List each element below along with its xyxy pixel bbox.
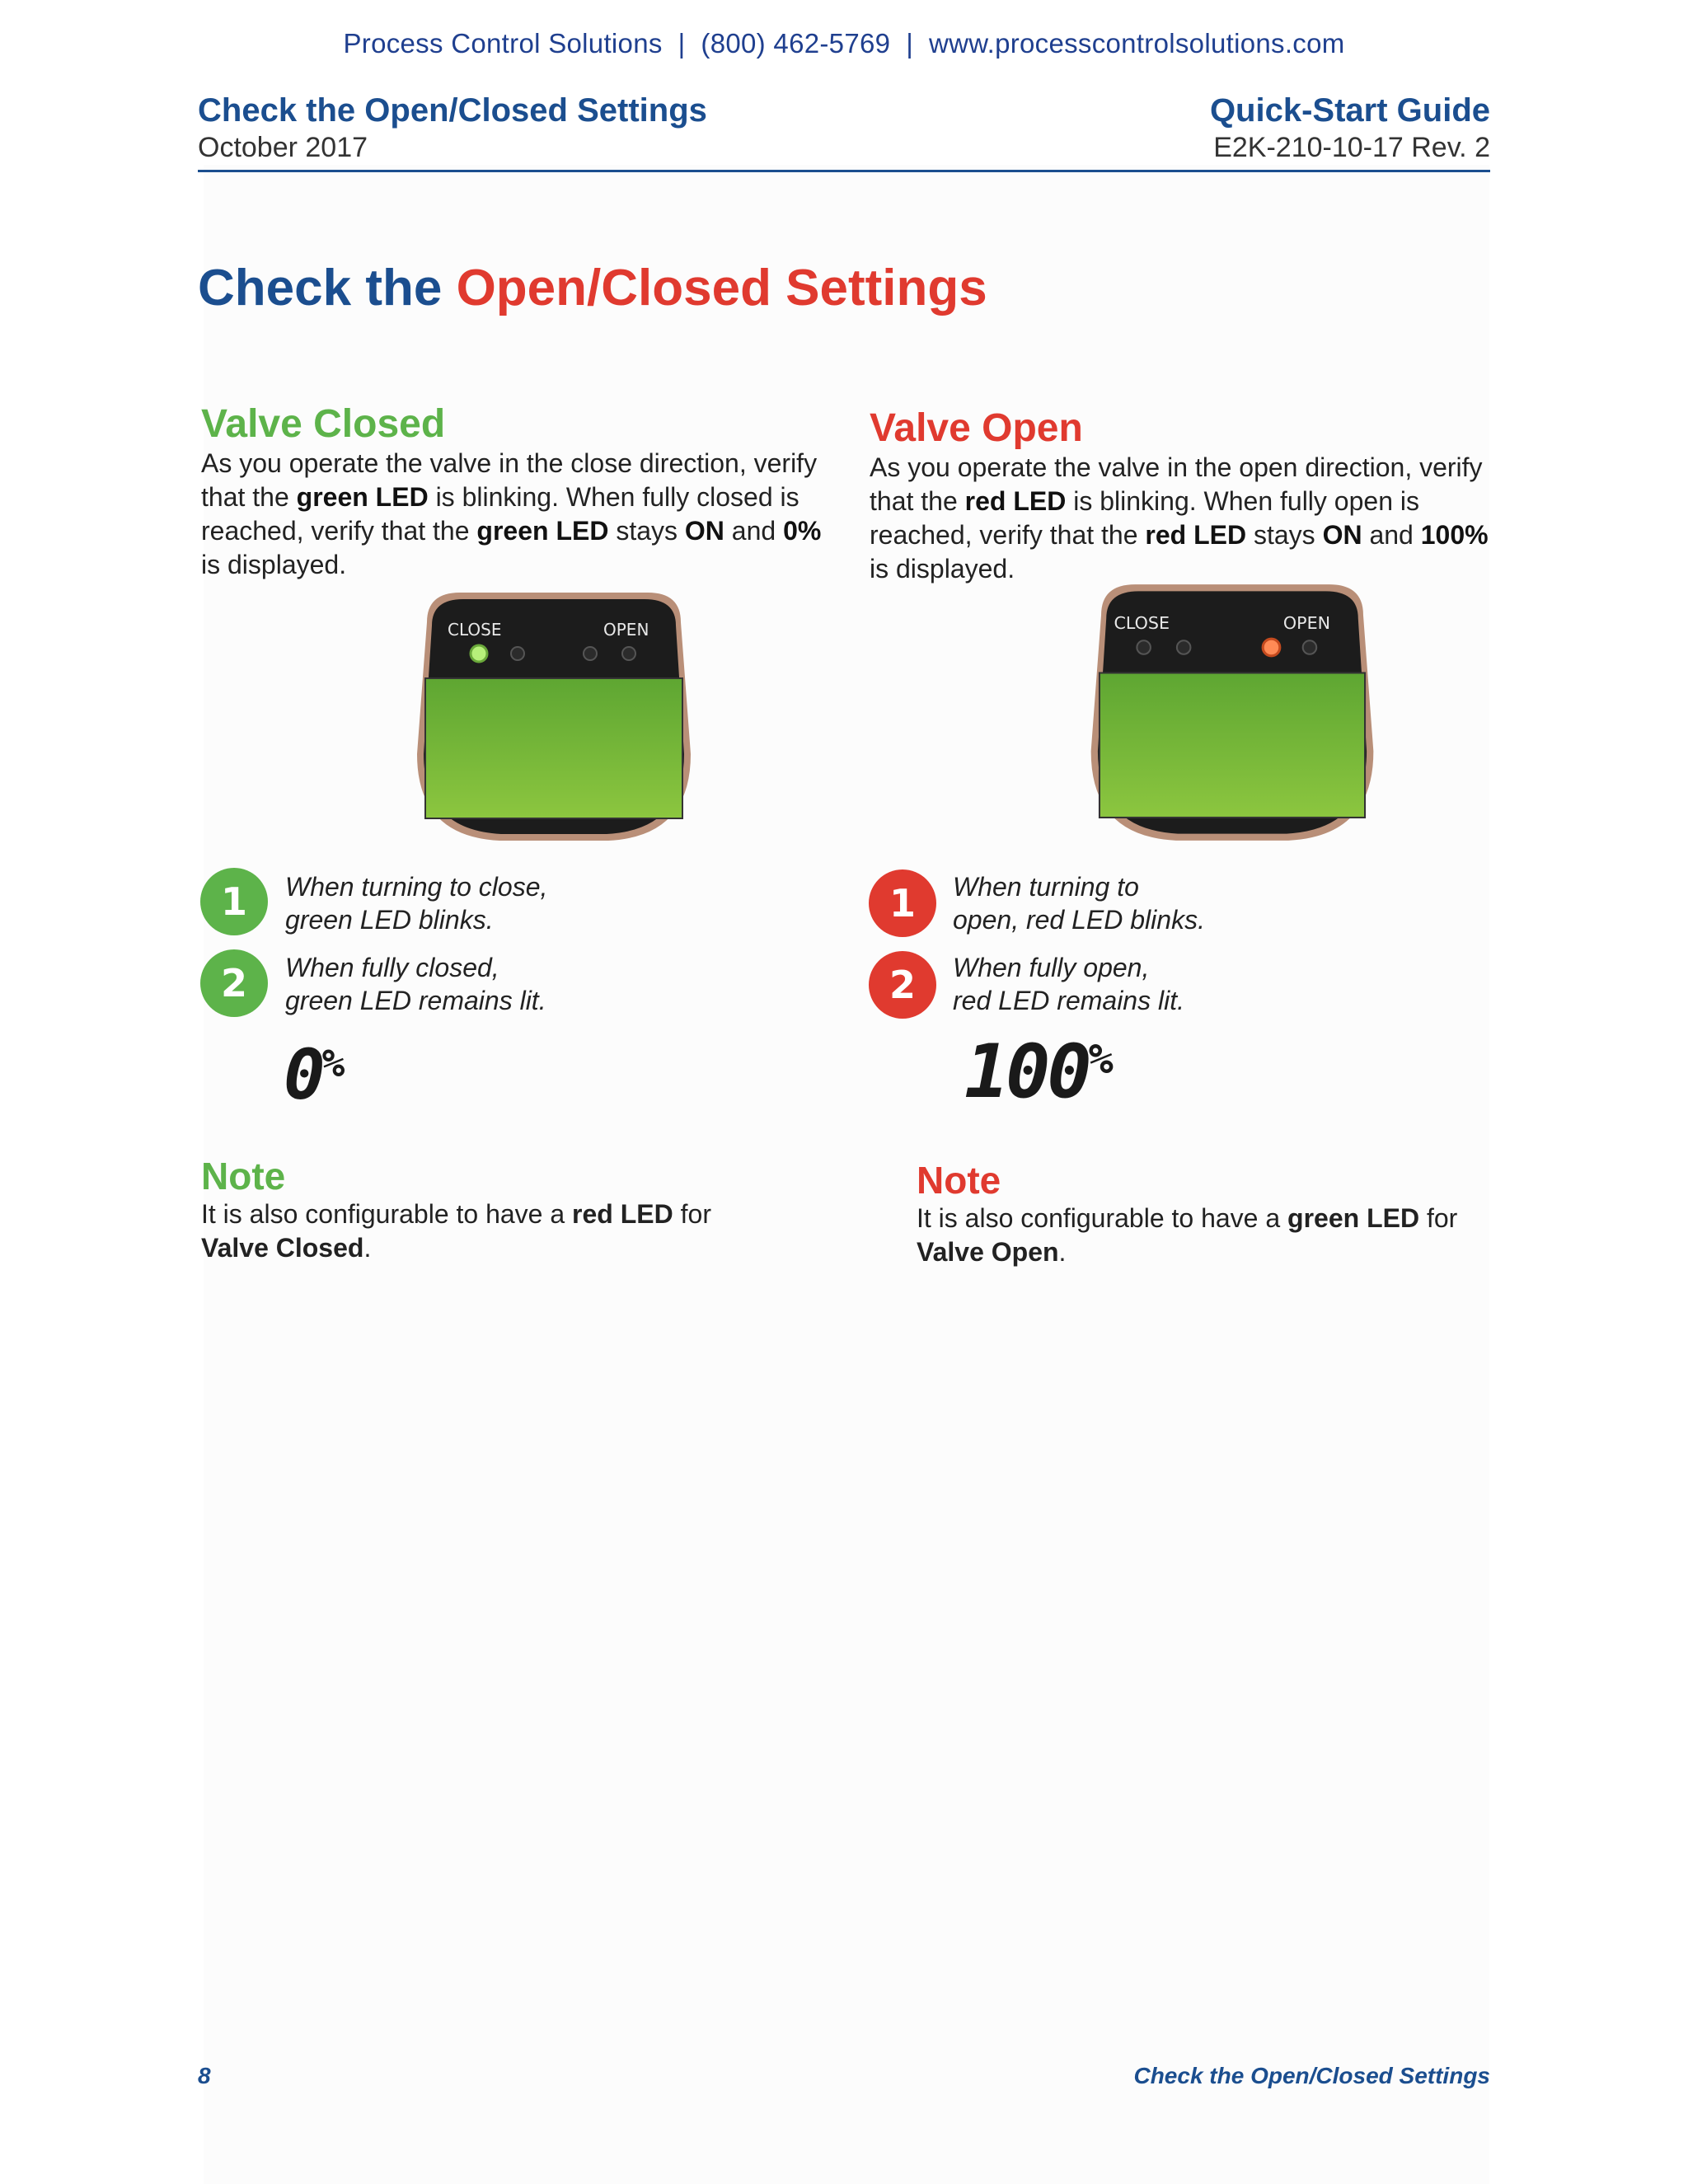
emphasis-text: 0% [783,516,822,546]
website-link[interactable]: www.processcontrolsolutions.com [929,28,1345,59]
header-divider [198,170,1490,172]
body-text: and [724,516,784,546]
emphasis-text: green LED [476,516,609,546]
closed-step2-badge: 2 [200,949,268,1017]
closed-readout-value: 0 [284,1034,322,1115]
emphasis-text: green LED [296,482,429,512]
body-text: is displayed. [201,550,347,579]
closed-step1-line2: green LED blinks. [285,905,494,935]
open-step1-badge: 1 [869,869,936,937]
closed-readout [284,1034,345,1115]
open-label: OPEN [603,620,649,640]
close-label: CLOSE [1114,612,1170,633]
closed-step2-text [285,951,582,1017]
closed-note-title: Note [201,1155,286,1197]
body-text: is blinking. When fully closed is reached, verify that the [201,482,799,546]
valve-closed-title: Valve Closed [201,402,446,446]
emphasis-text: Valve Open [917,1237,1059,1267]
header-doc-number: E2K-210-10-17 Rev. 2 [1213,132,1490,163]
open-step2-line2: red LED remains lit. [953,986,1184,1015]
open-led-lit-icon [1263,639,1280,656]
body-text: . [1058,1237,1067,1267]
body-text: for [673,1199,711,1229]
emphasis-text: ON [684,516,724,546]
open-step1-text [953,870,1250,936]
close-led-off-icon [511,647,524,660]
closed-step1-badge: 1 [200,868,268,935]
body-text: stays [608,516,685,546]
open-note-text [917,1202,1461,1269]
header-guide-title: Quick-Start Guide [1209,92,1490,129]
valve-open-title: Valve Open [870,406,1083,450]
page-title-part2: Open/Closed Settings [456,260,987,316]
closed-readout-unit: % [321,1041,345,1085]
close-led-lit-icon [471,645,487,662]
closed-step1-line1: When turning to close, [285,872,548,902]
open-note-title: Note [917,1159,1001,1202]
header-date: October 2017 [198,132,368,163]
page-title-part1: Check the [198,260,443,316]
body-text: As you operate the valve in the open direction, verify that the [870,452,1483,516]
open-led-off-icon [584,647,597,660]
closed-step2-line1: When fully closed, [285,953,499,982]
body-text: for [1419,1203,1458,1233]
open-step1-line1: When turning to [953,872,1139,902]
emphasis-text: red LED [964,486,1067,516]
open-readout-value: 100 [964,1029,1089,1115]
open-step1-line2: open, red LED blinks. [953,905,1205,935]
footer-section-title: Check the Open/Closed Settings [1133,2063,1490,2088]
body-text: As you operate the valve in the close direction, verify that the [201,448,818,512]
open-label: OPEN [1282,612,1331,633]
open-led-off-icon-2 [622,647,635,660]
valve-closed-description [201,447,828,582]
close-led-off-icon-2 [1177,640,1191,654]
close-label: CLOSE [448,620,502,640]
closed-step2-line2: green LED remains lit. [285,986,546,1015]
contact-bar: Process Control Solutions | (800) 462-5769 | www.processcontrolsolutions.com [343,28,1345,59]
valve-open-description [870,451,1496,586]
emphasis-text: 100% [1420,520,1489,550]
open-led-off-icon [1303,640,1317,654]
body-text: It is also configurable to have a [917,1203,1288,1233]
body-text: is blinking. When fully open is reached, verify that the [870,486,1419,550]
body-text: . [363,1233,372,1263]
emphasis-text: Valve Closed [201,1233,364,1263]
open-readout-unit: % [1088,1035,1114,1083]
closed-step1-text [285,870,582,936]
emphasis-text: green LED [1287,1203,1420,1233]
open-step2-text [953,951,1250,1017]
page-number: 8 [198,2063,211,2088]
phone-number[interactable]: (800) 462-5769 [701,28,891,59]
page-title [198,259,987,317]
header-section-title: Check the Open/Closed Settings [198,92,707,129]
emphasis-text: red LED [1145,520,1247,550]
lcd-screen [425,678,682,818]
open-step2-badge: 2 [869,951,936,1019]
open-readout [964,1029,1114,1115]
body-text: is displayed. [870,554,1015,583]
closed-indicator-device [402,589,706,845]
body-text: It is also configurable to have a [201,1199,573,1229]
close-led-off-icon [1137,640,1151,654]
emphasis-text: ON [1322,520,1362,550]
body-text: and [1362,520,1421,550]
lcd-screen [1100,673,1365,817]
open-step2-line1: When fully open, [953,953,1150,982]
body-text: stays [1246,520,1323,550]
company-name: Process Control Solutions [343,28,663,59]
emphasis-text: red LED [572,1199,673,1229]
closed-note-text [201,1197,745,1265]
open-indicator-device [1076,581,1389,845]
